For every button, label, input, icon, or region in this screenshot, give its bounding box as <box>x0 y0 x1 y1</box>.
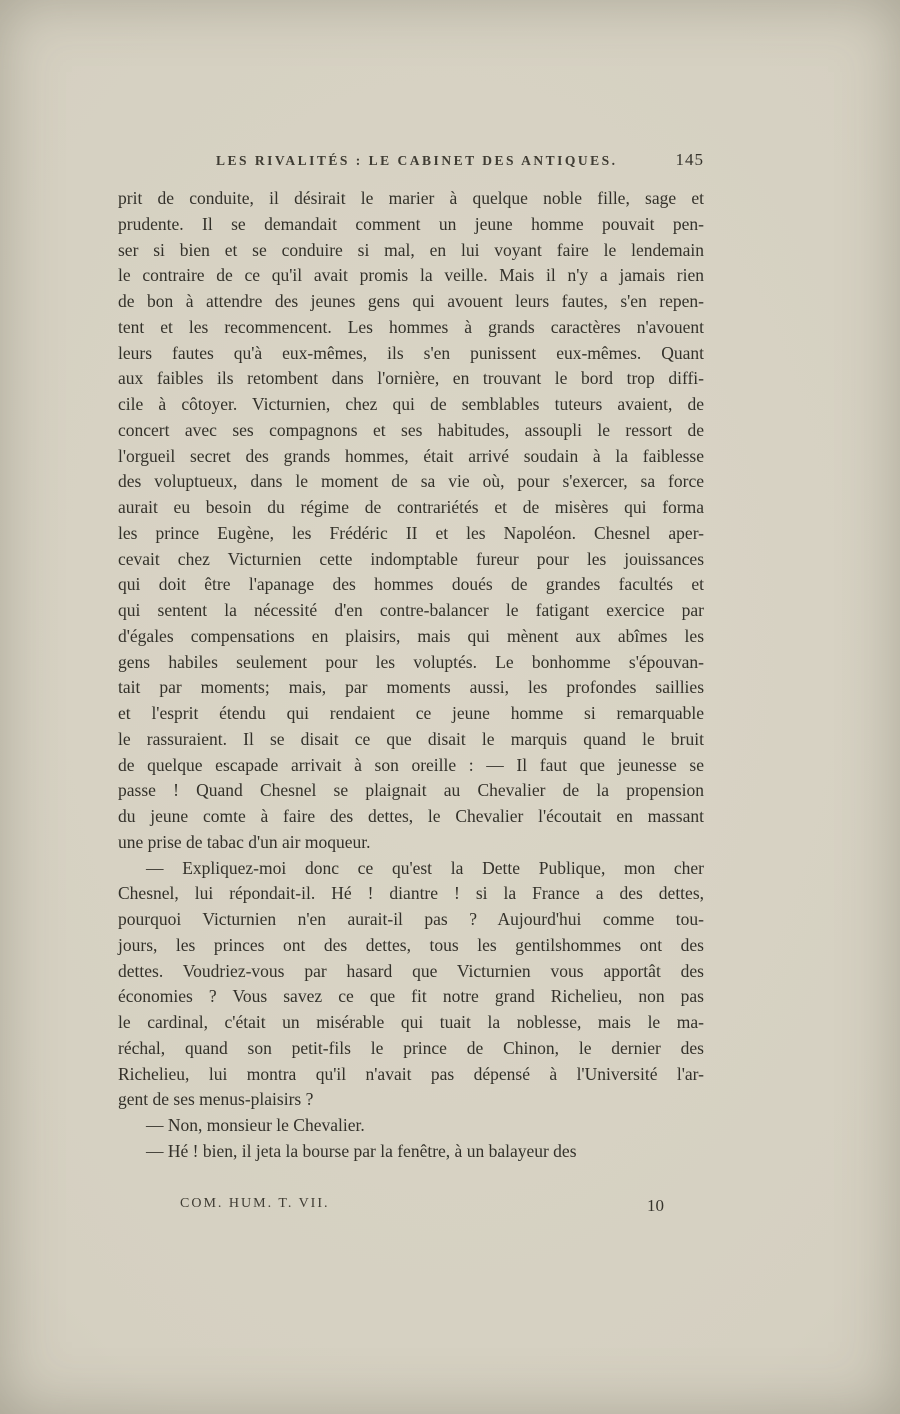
footer-sheet-number: 10 <box>647 1196 664 1215</box>
text-line: tent et les recommencent. Les hommes à grands caractères n'avouent <box>118 316 704 337</box>
text-line: économies ? Vous savez ce que fit notre grand Richelieu, non pas <box>118 986 704 1007</box>
text-line: l'orgueil secret des grands hommes, était arrivé soudain à la faiblesse <box>118 445 704 466</box>
text-line: aurait eu besoin du régime de contrariétés et de misères qui forma <box>118 497 704 517</box>
text-line: Richelieu, lui montra qu'il n'avait pas dépensé à l'Université l'ar- <box>118 1063 704 1084</box>
text-line: concert avec ses compagnons et ses habitudes, assoupli le ressort de <box>118 419 704 440</box>
paragraph <box>118 186 704 856</box>
text-line: pourquoi Victurnien n'en aurait-il pas ? Aujourd'hui comme tou- <box>118 909 704 929</box>
text-line: gent de ses menus-plaisirs ? <box>118 1089 314 1110</box>
text-line: prit de conduite, il désirait le marier à quelque noble fille, sage et <box>118 188 704 208</box>
body-text <box>118 186 704 1165</box>
text-line: cile à côtoyer. Victurnien, chez qui de semblables tuteurs avaient, de <box>118 394 704 414</box>
text-line: aux faibles ils retombent dans l'ornière, en trouvant le bord trop diffi- <box>118 368 704 389</box>
text-line: une prise de tabac d'un air moqueur. <box>118 831 371 852</box>
page-footer <box>118 1196 704 1216</box>
text-line: de bon à attendre des jeunes gens qui avouent leurs fautes, s'en repen- <box>118 291 704 311</box>
running-title: LES RIVALITÉS : LE CABINET DES ANTIQUES. <box>216 153 618 168</box>
text-line: et l'esprit étendu qui rendaient ce jeune homme si remarquable <box>118 703 704 723</box>
text-line: le cardinal, c'était un misérable qui tuait la noblesse, mais le ma- <box>118 1012 704 1032</box>
text-line: Chesnel, lui répondait-il. Hé ! diantre ! si la France a des dettes, <box>118 883 704 904</box>
text-line: — Non, monsieur le Chevalier. <box>146 1115 365 1135</box>
text-line: réchal, quand son petit-fils le prince de Chinon, le dernier des <box>118 1037 704 1058</box>
page-number: 145 <box>675 150 704 169</box>
text-line: ser si bien et se conduire si mal, en lui voyant faire le lendemain <box>118 239 704 260</box>
text-line: cevait chez Victurnien cette indomptable fureur pour les jouissances <box>118 548 704 569</box>
text-line: jours, les princes ont des dettes, tous les gentilshommes ont des <box>118 934 704 955</box>
text-line: passe ! Quand Chesnel se plaignait au Chevalier de la propension <box>118 780 704 801</box>
text-line: — Expliquez-moi donc ce qu'est la Dette Publique, mon cher <box>146 857 704 878</box>
text-line: tait par moments; mais, par moments aussi, les profondes saillies <box>118 677 704 698</box>
text-line: — Hé ! bien, il jeta la bourse par la fenêtre, à un balayeur des <box>146 1140 577 1161</box>
text-line: le contraire de ce qu'il avait promis la veille. Mais il n'y a jamais rien <box>118 265 704 286</box>
text-line: du jeune comte à faire des dettes, le Chevalier l'écoutait en massant <box>118 806 704 826</box>
text-line: leurs fautes qu'à eux-mêmes, ils s'en punissent eux-mêmes. Quant <box>118 342 704 363</box>
text-line: gens habiles seulement pour les voluptés. Le bonhomme s'épouvan- <box>118 651 704 672</box>
page-header <box>118 150 704 170</box>
text-line: d'égales compensations en plaisirs, mais qui mènent aux abîmes les <box>118 625 704 646</box>
footer-signature: COM. HUM. T. VII. <box>180 1196 330 1211</box>
paragraph <box>118 1113 704 1139</box>
text-line: des voluptueux, dans le moment de sa vie où, pour s'exercer, sa force <box>118 471 704 492</box>
text-line: qui sentent la nécessité d'en contre-balancer le fatigant exercice par <box>118 600 704 620</box>
text-line: prudente. Il se demandait comment un jeune homme pouvait pen- <box>118 213 704 234</box>
text-line: les prince Eugène, les Frédéric II et les Napoléon. Chesnel aper- <box>118 522 704 543</box>
text-line: dettes. Voudriez-vous par hasard que Victurnien vous apportât des <box>118 960 704 981</box>
paragraph <box>118 1139 704 1165</box>
text-line: qui doit être l'apanage des hommes doués de grandes facultés et <box>118 574 704 595</box>
text-line: le rassuraient. Il se disait ce que disait le marquis quand le bruit <box>118 728 704 749</box>
paragraph <box>118 856 704 1114</box>
text-line: de quelque escapade arrivait à son oreille : — Il faut que jeunesse se <box>118 754 704 775</box>
